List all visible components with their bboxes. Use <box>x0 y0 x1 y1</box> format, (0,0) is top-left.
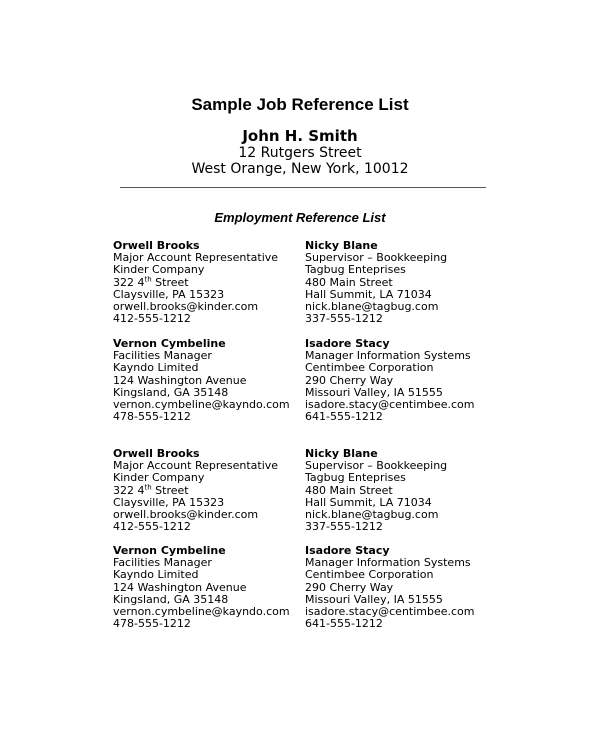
reference-phone: 478-555-1212 <box>113 410 191 424</box>
reference-city: Kingsland, GA 35148 <box>113 385 229 399</box>
reference-email: orwell.brooks@kinder.com <box>113 508 259 522</box>
reference-name: Orwell Brooks <box>113 447 200 460</box>
reference-street: 480 Main Street <box>305 275 393 289</box>
reference-city: Hall Summit, LA 71034 <box>305 287 432 301</box>
reference-phone: 478-555-1212 <box>113 617 191 631</box>
reference-name: Isadore Stacy <box>305 337 390 350</box>
reference-phone: 412-555-1212 <box>113 312 191 326</box>
reference-name: Nicky Blane <box>305 447 378 460</box>
reference-name: Nicky Blane <box>305 239 378 252</box>
reference-orwell-brooks-2 <box>113 448 278 533</box>
applicant-name: John H. Smith <box>242 127 358 145</box>
reference-phone: 337-555-1212 <box>305 520 383 534</box>
reference-title: Facilities Manager <box>113 556 212 570</box>
reference-street: 124 Washington Avenue <box>113 580 247 594</box>
reference-company: Tagbug Enteprises <box>305 263 406 277</box>
reference-street: 290 Cherry Way <box>305 580 394 594</box>
reference-email: vernon.cymbeline@kayndo.com <box>113 605 290 619</box>
reference-company: Kinder Company <box>113 263 205 277</box>
reference-title: Major Account Representative <box>113 459 279 473</box>
reference-company: Centimbee Corporation <box>305 568 434 582</box>
applicant-city: West Orange, New York, 10012 <box>191 161 409 177</box>
reference-email: nick.blane@tagbug.com <box>305 300 439 314</box>
reference-email: isadore.stacy@centimbee.com <box>305 605 475 619</box>
reference-phone: 641-555-1212 <box>305 617 383 631</box>
reference-city: Missouri Valley, IA 51555 <box>305 592 443 606</box>
reference-nicky-blane-1 <box>305 240 447 325</box>
reference-city: Kingsland, GA 35148 <box>113 592 229 606</box>
reference-street: 124 Washington Avenue <box>113 373 247 387</box>
header-divider <box>120 187 486 188</box>
reference-city: Claysville, PA 15323 <box>113 287 225 301</box>
applicant-header <box>0 127 600 177</box>
reference-email: nick.blane@tagbug.com <box>305 508 439 522</box>
reference-phone: 641-555-1212 <box>305 410 383 424</box>
page-title: Sample Job Reference List <box>191 95 409 114</box>
section-heading: Employment Reference List <box>214 210 386 225</box>
reference-company: Kayndo Limited <box>113 361 199 375</box>
reference-title: Supervisor – Bookkeeping <box>305 459 448 473</box>
reference-street: 322 4th Street <box>113 274 189 289</box>
reference-title: Facilities Manager <box>113 349 212 363</box>
reference-name: Orwell Brooks <box>113 239 200 252</box>
reference-street: 322 4th Street <box>113 482 189 497</box>
reference-title: Supervisor – Bookkeeping <box>305 251 448 265</box>
reference-title: Major Account Representative <box>113 251 279 265</box>
reference-phone: 337-555-1212 <box>305 312 383 326</box>
reference-company: Kinder Company <box>113 471 205 485</box>
reference-name: Vernon Cymbeline <box>113 544 226 557</box>
reference-isadore-stacy-1 <box>305 338 475 423</box>
reference-company: Tagbug Enteprises <box>305 471 406 485</box>
reference-isadore-stacy-2 <box>305 545 475 630</box>
reference-city: Hall Summit, LA 71034 <box>305 495 432 509</box>
reference-company: Kayndo Limited <box>113 568 199 582</box>
reference-email: orwell.brooks@kinder.com <box>113 300 259 314</box>
reference-vernon-cymbeline-1 <box>113 338 290 423</box>
reference-title: Manager Information Systems <box>305 556 471 570</box>
reference-email: isadore.stacy@centimbee.com <box>305 398 475 412</box>
reference-phone: 412-555-1212 <box>113 520 191 534</box>
reference-street: 290 Cherry Way <box>305 373 394 387</box>
reference-name: Vernon Cymbeline <box>113 337 226 350</box>
applicant-street: 12 Rutgers Street <box>238 145 362 161</box>
reference-city: Missouri Valley, IA 51555 <box>305 385 443 399</box>
reference-orwell-brooks-1 <box>113 240 278 325</box>
reference-city: Claysville, PA 15323 <box>113 495 225 509</box>
reference-name: Isadore Stacy <box>305 544 390 557</box>
reference-street: 480 Main Street <box>305 483 393 497</box>
reference-title: Manager Information Systems <box>305 349 471 363</box>
reference-nicky-blane-2 <box>305 448 447 533</box>
reference-company: Centimbee Corporation <box>305 361 434 375</box>
reference-email: vernon.cymbeline@kayndo.com <box>113 398 290 412</box>
reference-vernon-cymbeline-2 <box>113 545 290 630</box>
